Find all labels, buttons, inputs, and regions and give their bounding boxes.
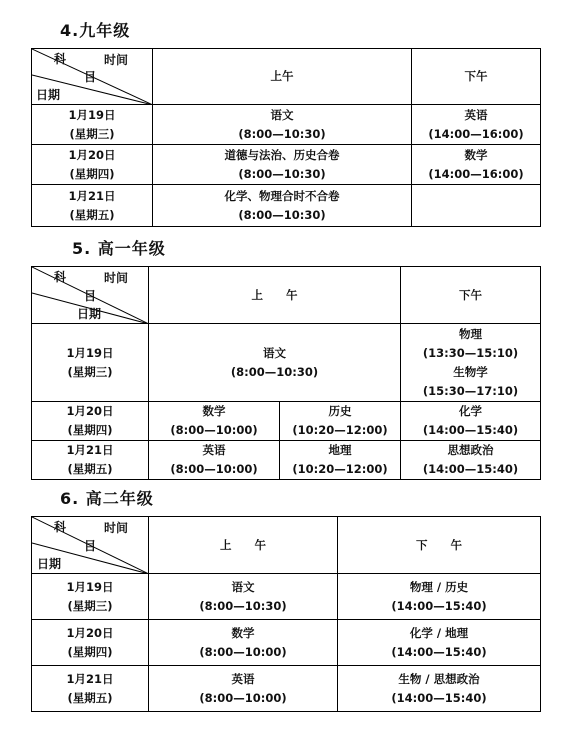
am-cell: 语文 (8:00—10:30) [149,574,338,620]
pm-cell: 英语 (14:00—16:00) [412,105,541,145]
pm-cell: 生物 / 思想政治 (14:00—15:40) [338,666,541,712]
pm-cell-empty [412,185,541,227]
section-title-grade9: 4.九年级 [60,21,131,40]
header-ke: 科 [54,270,67,284]
header-riqi: 日期 [77,307,102,321]
pm-cell: 物理 / 历史 (14:00—15:40) [338,574,541,620]
header-pm: 下 午 [338,517,541,574]
header-shijian: 时间 [104,521,129,535]
table-row [32,666,541,712]
header-ke: 科 [54,52,67,66]
am-cell: 道德与法治、历史合卷 (8:00—10:30) [153,145,412,185]
am-cell: 数学 (8:00—10:00) [149,620,338,666]
header-riqi: 日期 [37,557,62,571]
section-title-grade10: 5. 高一年级 [72,239,166,258]
am1-cell: 英语 (8:00—10:00) [149,441,280,480]
table-row [32,145,541,185]
pm-cell: 物理 (13:30—15:10) 生物学 (15:30—17:10) [401,324,541,402]
header-ke: 科 [54,520,67,534]
table-row [32,402,541,441]
header-am: 上午 [153,49,412,105]
header-diagonal-cell [32,517,149,574]
header-riqi: 日期 [36,88,61,102]
date-cell: 1月19日 (星期三) [32,324,149,402]
pm-cell: 数学 (14:00—16:00) [412,145,541,185]
table-row [32,574,541,620]
header-diagonal-cell [32,267,149,324]
am1-cell: 数学 (8:00—10:00) [149,402,280,441]
am-cell: 语文 (8:00—10:30) [153,105,412,145]
date-cell: 1月21日 (星期五) [32,441,149,480]
exam-table-grade11 [31,516,541,712]
header-diagonal-cell [32,49,153,105]
am2-cell: 地理 (10:20—12:00) [280,441,401,480]
section-title-grade11: 6. 高二年级 [60,489,154,508]
date-cell: 1月19日 (星期三) [32,574,149,620]
header-shijian: 时间 [104,53,129,67]
date-cell: 1月20日 (星期四) [32,620,149,666]
header-am: 上 午 [149,517,338,574]
exam-table-grade9 [31,48,541,227]
table-row [32,324,541,402]
pm-cell: 化学 (14:00—15:40) [401,402,541,441]
header-mu: 目 [84,70,97,84]
am-cell: 语文 (8:00—10:30) [149,324,401,402]
pm-cell: 化学 / 地理 (14:00—15:40) [338,620,541,666]
header-pm: 下午 [401,267,541,324]
table-row [32,105,541,145]
am-cell: 化学、物理合时不合卷 (8:00—10:30) [153,185,412,227]
date-cell: 1月20日 (星期四) [32,402,149,441]
date-cell: 1月21日 (星期五) [32,185,153,227]
header-mu: 目 [84,289,97,303]
table-row [32,620,541,666]
table-row [32,185,541,227]
am-cell: 英语 (8:00—10:00) [149,666,338,712]
exam-table-grade10 [31,266,541,480]
header-am: 上 午 [149,267,401,324]
header-pm: 下午 [412,49,541,105]
header-mu: 目 [84,539,97,553]
pm-cell: 思想政治 (14:00—15:40) [401,441,541,480]
table-row [32,441,541,480]
am2-cell: 历史 (10:20—12:00) [280,402,401,441]
date-cell: 1月20日 (星期四) [32,145,153,185]
header-shijian: 时间 [104,271,129,285]
date-cell: 1月19日 (星期三) [32,105,153,145]
date-cell: 1月21日 (星期五) [32,666,149,712]
